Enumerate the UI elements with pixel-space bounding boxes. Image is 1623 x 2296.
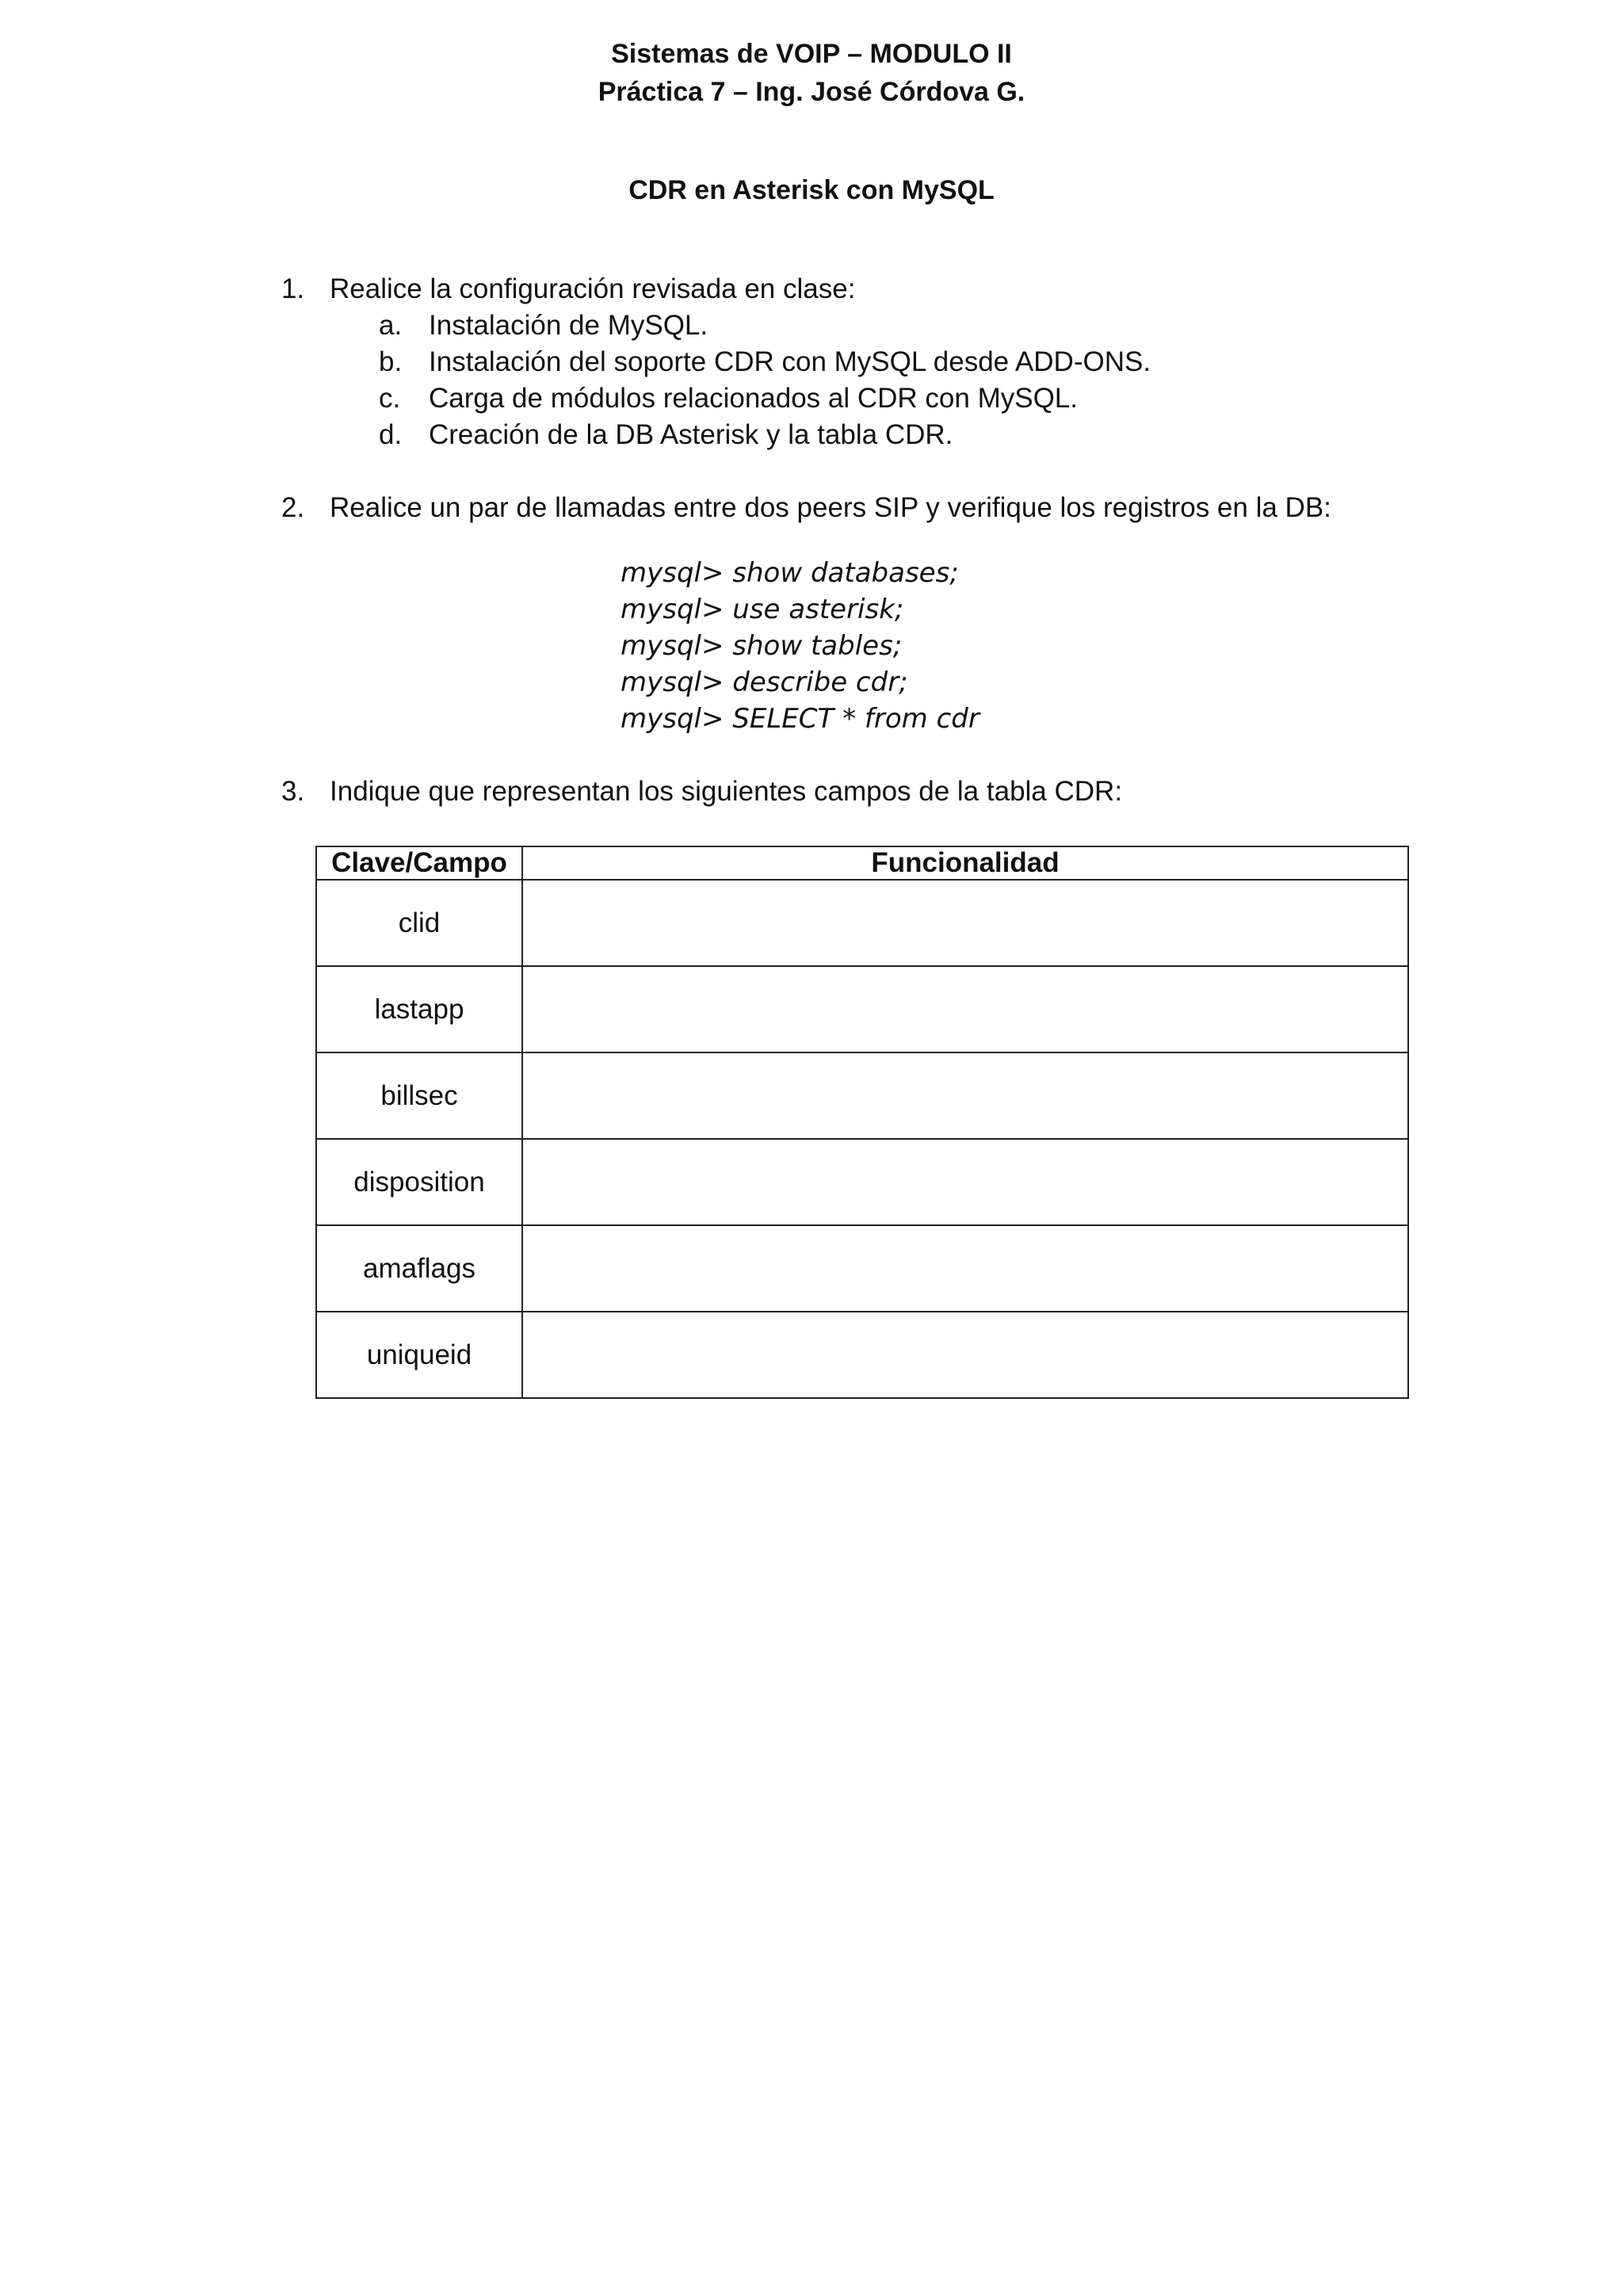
table-header-row [316,846,1408,880]
function-cell[interactable] [522,1225,1408,1312]
header-line-2: Práctica 7 – Ing. José Córdova G. [598,77,1025,107]
function-cell[interactable] [522,1312,1408,1398]
list-item-text: Realice la configuración revisada en clase: [330,273,856,304]
sub-item-text: Instalación de MySQL. [429,310,708,341]
table-row [316,1225,1408,1312]
table-row [316,880,1408,966]
function-cell[interactable] [522,1139,1408,1225]
list-item-number: 2. [281,492,305,523]
code-line: mysql> show tables; [621,630,903,662]
header-line-1: Sistemas de VOIP – MODULO II [611,39,1012,69]
list-item-text: Indique que representan los siguientes campos de la tabla CDR: [330,776,1123,807]
table-row [316,1312,1408,1398]
sub-item-letter: d. [379,419,403,450]
sub-item-letter: c. [379,383,401,414]
code-line: mysql> use asterisk; [621,594,904,625]
field-cell: clid [316,880,522,966]
sub-item-text: Instalación del soporte CDR con MySQL desde ADD-ONS. [429,346,1151,377]
function-cell[interactable] [522,880,1408,966]
field-cell: billsec [316,1052,522,1139]
table-row [316,966,1408,1052]
table-row [316,1052,1408,1139]
code-line: mysql> show databases; [621,557,959,589]
function-cell[interactable] [522,966,1408,1052]
sub-item-letter: a. [379,310,403,341]
field-cell: amaflags [316,1225,522,1312]
list-item-number: 1. [281,273,305,304]
sub-item-text: Carga de módulos relacionados al CDR con MySQL. [429,383,1078,414]
code-line: mysql> SELECT * from cdr [621,703,980,735]
field-cell: lastapp [316,966,522,1052]
list-item-number: 3. [281,776,305,807]
sub-item-text: Creación de la DB Asterisk y la tabla CDR. [429,419,953,450]
column-header-field: Clave/Campo [316,846,522,880]
list-item-text: Realice un par de llamadas entre dos peers SIP y verifique los registros en la DB: [330,492,1331,523]
field-cell: uniqueid [316,1312,522,1398]
cdr-fields-table [315,846,1409,1399]
column-header-function: Funcionalidad [522,846,1408,880]
field-cell: disposition [316,1139,522,1225]
document-header [0,35,1623,111]
function-cell[interactable] [522,1052,1408,1139]
document-title: CDR en Asterisk con MySQL [628,175,995,205]
code-line: mysql> describe cdr; [621,667,908,698]
table-row [316,1139,1408,1225]
sub-item-letter: b. [379,346,403,377]
